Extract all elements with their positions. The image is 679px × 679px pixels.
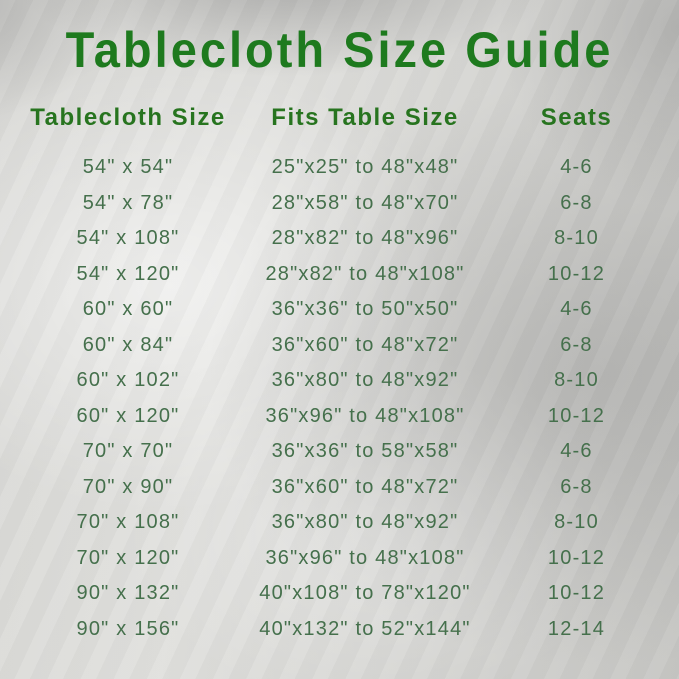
size-table-body xyxy=(0,150,679,647)
cell-tablecloth-size: 60" x 120" xyxy=(76,404,180,427)
column-header-tablecloth-size: Tablecloth Size xyxy=(30,104,226,131)
cell-tablecloth-size: 90" x 156" xyxy=(76,617,180,640)
page-title: Tablecloth Size Guide xyxy=(65,21,614,78)
cell-seats: 4-6 xyxy=(560,298,593,321)
cell-fits-table-size: 36"x36" to 58"x58" xyxy=(271,440,459,463)
cell-tablecloth-size: 60" x 102" xyxy=(76,369,180,392)
cell-seats: 6-8 xyxy=(560,333,593,356)
table-row xyxy=(0,186,679,222)
cell-fits-table-size: 36"x80" to 48"x92" xyxy=(271,511,459,534)
cell-seats: 12-14 xyxy=(547,617,606,640)
cell-fits-table-size: 28"x82" to 48"x108" xyxy=(265,262,465,285)
cell-seats: 10-12 xyxy=(547,262,606,285)
cell-tablecloth-size: 60" x 60" xyxy=(82,298,174,321)
table-row xyxy=(0,399,679,435)
table-row xyxy=(0,328,679,364)
column-header-seats: Seats xyxy=(540,104,613,131)
cell-fits-table-size: 36"x80" to 48"x92" xyxy=(271,369,459,392)
table-row xyxy=(0,541,679,577)
table-row xyxy=(0,221,679,257)
table-row xyxy=(0,576,679,612)
cell-tablecloth-size: 90" x 132" xyxy=(76,582,180,605)
cell-fits-table-size: 40"x132" to 52"x144" xyxy=(259,617,471,640)
cell-fits-table-size: 36"x60" to 48"x72" xyxy=(271,333,459,356)
cell-tablecloth-size: 70" x 108" xyxy=(76,511,180,534)
cell-tablecloth-size: 54" x 54" xyxy=(82,156,174,179)
cell-tablecloth-size: 54" x 108" xyxy=(76,227,180,250)
cell-seats: 8-10 xyxy=(554,511,599,534)
table-row xyxy=(0,292,679,328)
cell-seats: 6-8 xyxy=(560,191,593,214)
cell-seats: 4-6 xyxy=(560,156,593,179)
cell-seats: 8-10 xyxy=(554,369,599,392)
table-row xyxy=(0,150,679,186)
cell-tablecloth-size: 60" x 84" xyxy=(82,333,174,356)
cell-fits-table-size: 36"x96" to 48"x108" xyxy=(265,404,465,427)
cell-fits-table-size: 28"x58" to 48"x70" xyxy=(271,191,459,214)
cell-tablecloth-size: 70" x 120" xyxy=(76,546,180,569)
cell-tablecloth-size: 70" x 70" xyxy=(82,440,174,463)
cell-seats: 4-6 xyxy=(560,440,593,463)
table-row xyxy=(0,612,679,648)
cell-fits-table-size: 36"x60" to 48"x72" xyxy=(271,475,459,498)
cell-fits-table-size: 40"x108" to 78"x120" xyxy=(259,582,471,605)
table-row xyxy=(0,505,679,541)
cell-fits-table-size: 36"x36" to 50"x50" xyxy=(271,298,459,321)
table-row xyxy=(0,257,679,293)
cell-seats: 10-12 xyxy=(547,404,606,427)
cell-tablecloth-size: 54" x 78" xyxy=(82,191,174,214)
cell-fits-table-size: 25"x25" to 48"x48" xyxy=(271,156,459,179)
cell-fits-table-size: 28"x82" to 48"x96" xyxy=(271,227,459,250)
cell-seats: 10-12 xyxy=(547,546,606,569)
cell-fits-table-size: 36"x96" to 48"x108" xyxy=(265,546,465,569)
cell-tablecloth-size: 54" x 120" xyxy=(76,262,180,285)
cell-seats: 8-10 xyxy=(554,227,599,250)
column-header-fits-table-size: Fits Table Size xyxy=(271,104,459,131)
cell-tablecloth-size: 70" x 90" xyxy=(82,475,174,498)
cell-seats: 10-12 xyxy=(547,582,606,605)
table-header xyxy=(0,102,679,134)
cell-seats: 6-8 xyxy=(560,475,593,498)
table-row xyxy=(0,434,679,470)
table-row xyxy=(0,363,679,399)
table-row xyxy=(0,470,679,506)
